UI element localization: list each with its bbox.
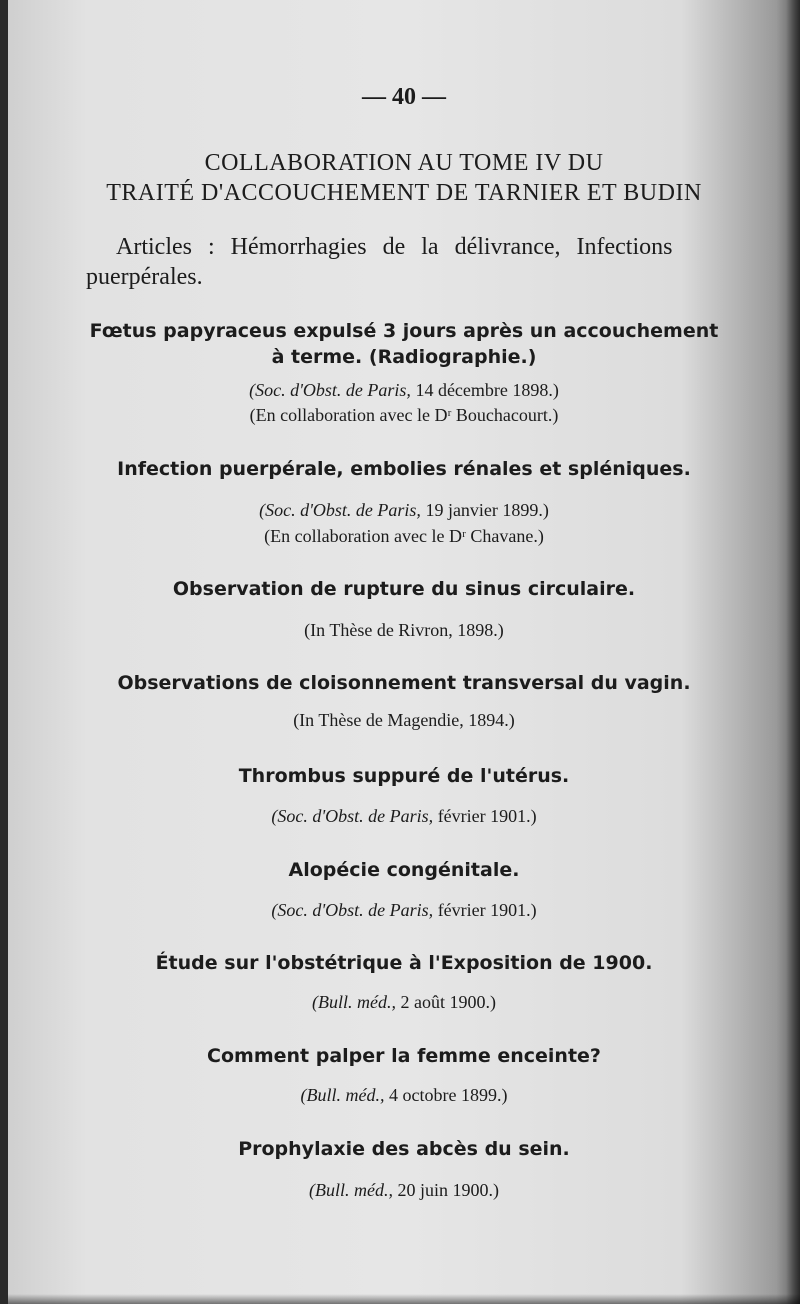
citation-source: (In Thèse de Rivron, 1898.): [304, 620, 504, 640]
entry-title: Comment palper la femme enceinte?: [207, 1045, 601, 1067]
entry-title: Thrombus suppuré de l'utérus.: [238, 765, 570, 787]
page-number: — 40 —: [362, 84, 446, 110]
entry-citation: [8, 620, 800, 641]
section-heading-line-1: COLLABORATION AU TOME IV DU: [204, 150, 604, 176]
entry-citation: [8, 806, 800, 827]
page-bottom-shadow: [8, 1294, 800, 1304]
citation-source: (Bull. méd.,: [312, 992, 396, 1012]
entry-title: Alopécie congénitale.: [288, 859, 520, 881]
entry-title: Observation de rupture du sinus circulaire.: [172, 578, 636, 600]
citation-source: (In Thèse de Magendie, 1894.): [293, 710, 515, 730]
entry-citation: [8, 1085, 800, 1106]
citation-date: février 1901.): [433, 806, 537, 826]
entry-citation: [8, 500, 800, 521]
articles-line-1: Articles : Hémorrhagies de la délivrance, Infections: [116, 234, 673, 260]
entry-title: Infection puerpérale, embolies rénales et spléniques.: [117, 458, 691, 480]
entry-title: Étude sur l'obstétrique à l'Exposition de 1900.: [155, 952, 653, 974]
citation-date: 4 octobre 1899.): [384, 1085, 508, 1105]
entry-citation: [8, 710, 800, 731]
entry-citation: [8, 900, 800, 921]
section-heading-line-2: TRAITÉ D'ACCOUCHEMENT DE TARNIER ET BUDIN: [106, 180, 702, 206]
citation-date: 2 août 1900.): [396, 992, 496, 1012]
book-page: [8, 0, 800, 1304]
citation-date: février 1901.): [433, 900, 537, 920]
citation-date: 20 juin 1900.): [392, 1180, 499, 1200]
entry-citation: [8, 526, 800, 547]
page-edge-shadow: [786, 0, 800, 1304]
citation-collaboration: (En collaboration avec le Dʳ Bouchacourt.): [249, 405, 559, 425]
entry-citation: [8, 405, 800, 426]
citation-source: (Soc. d'Obst. de Paris,: [259, 500, 421, 520]
entry-title-continued: à terme. (Radiographie.): [271, 346, 537, 368]
entry-title: Observations de cloisonnement transversal du vagin.: [117, 672, 691, 694]
citation-collaboration: (En collaboration avec le Dʳ Chavane.): [264, 526, 544, 546]
citation-source: (Soc. d'Obst. de Paris,: [249, 380, 411, 400]
citation-source: (Bull. méd.,: [300, 1085, 385, 1105]
entry-title: Fœtus papyraceus expulsé 3 jours après un accouchement: [89, 320, 719, 342]
citation-date: 19 janvier 1899.): [420, 500, 549, 520]
articles-line-2: puerpérales.: [86, 264, 203, 290]
entry-citation: [8, 1180, 800, 1201]
entry-citation: [8, 992, 800, 1013]
citation-date: 14 décembre 1898.): [410, 380, 559, 400]
citation-source: (Bull. méd.,: [309, 1180, 393, 1200]
entry-citation: [8, 380, 800, 401]
citation-source: (Soc. d'Obst. de Paris,: [271, 900, 434, 920]
entry-title: Prophylaxie des abcès du sein.: [238, 1138, 570, 1160]
citation-source: (Soc. d'Obst. de Paris,: [271, 806, 434, 826]
